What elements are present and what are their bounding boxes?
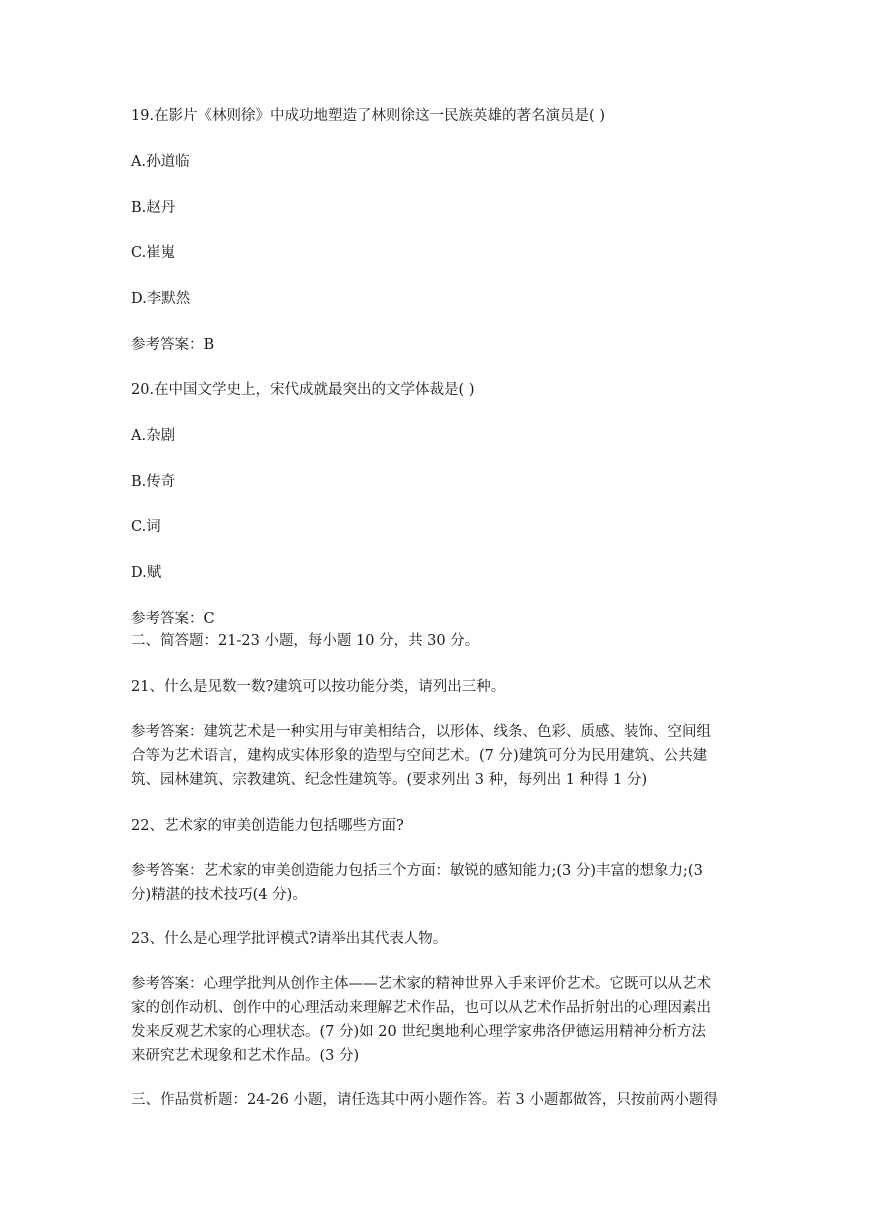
section-2-heading: 二、简答题：21-23 小题，每小题 10 分，共 30 分。 — [131, 633, 480, 649]
question-22: 22、艺术家的审美创造能力包括哪些方面? — [131, 818, 404, 834]
question-23: 23、什么是心理学批评模式?请举出其代表人物。 — [131, 931, 448, 947]
q23-answer-line: 发来反观艺术家的心理状态。(7 分)如 20 世纪奥地利心理学家弗洛伊德运用精神分析方法 — [131, 1024, 706, 1040]
q23-answer-line: 来研究艺术现象和艺术作品。(3 分) — [131, 1048, 360, 1064]
q20-option-c: C.词 — [131, 519, 161, 535]
question-20: 20.在中国文学史上，宋代成就最突出的文学体裁是( ) — [131, 382, 475, 398]
q23-answer — [131, 972, 771, 1068]
q23-answer-line: 参考答案：心理学批判从创作主体——艺术家的精神世界入手来评价艺术。它既可以从艺术 — [131, 976, 711, 992]
q20-answer: 参考答案：C — [131, 611, 215, 627]
q20-option-d: D.赋 — [131, 565, 162, 581]
q19-option-b: B.赵丹 — [131, 200, 176, 216]
question-19: 19.在影片《林则徐》中成功地塑造了林则徐这一民族英雄的著名演员是( ) — [131, 108, 605, 124]
q21-answer — [131, 720, 771, 792]
section-3-heading: 三、作品赏析题：24-26 小题，请任选其中两小题作答。若 3 小题都做答，只按前两小题得 — [131, 1092, 718, 1108]
q22-answer — [131, 859, 771, 907]
q20-option-a: A.杂剧 — [131, 428, 176, 444]
q21-answer-line: 合等为艺术语言，建构成实体形象的造型与空间艺术。(7 分)建筑可分为民用建筑、公共建 — [131, 748, 708, 764]
q22-answer-line: 参考答案：艺术家的审美创造能力包括三个方面：敏锐的感知能力;(3 分)丰富的想象力;(3 — [131, 863, 703, 879]
q22-answer-line: 分)精湛的技术技巧(4 分)。 — [131, 887, 307, 903]
q20-option-b: B.传奇 — [131, 474, 176, 490]
q21-answer-line: 参考答案：建筑艺术是一种实用与审美相结合，以形体、线条、色彩、质感、装饰、空间组 — [131, 724, 711, 740]
q19-option-c: C.崔嵬 — [131, 245, 176, 261]
q19-option-d: D.李默然 — [131, 291, 191, 307]
question-21: 21、什么是见数一数?建筑可以按功能分类，请列出三种。 — [131, 679, 506, 695]
q19-option-a: A.孙道临 — [131, 154, 190, 170]
q19-answer: 参考答案：B — [131, 337, 215, 353]
q23-answer-line: 家的创作动机、创作中的心理活动来理解艺术作品，也可以从艺术作品折射出的心理因素出 — [131, 1000, 711, 1016]
q21-answer-line: 筑、园林建筑、宗教建筑、纪念性建筑等。(要求列出 3 种，每列出 1 种得 1 分) — [131, 772, 648, 788]
